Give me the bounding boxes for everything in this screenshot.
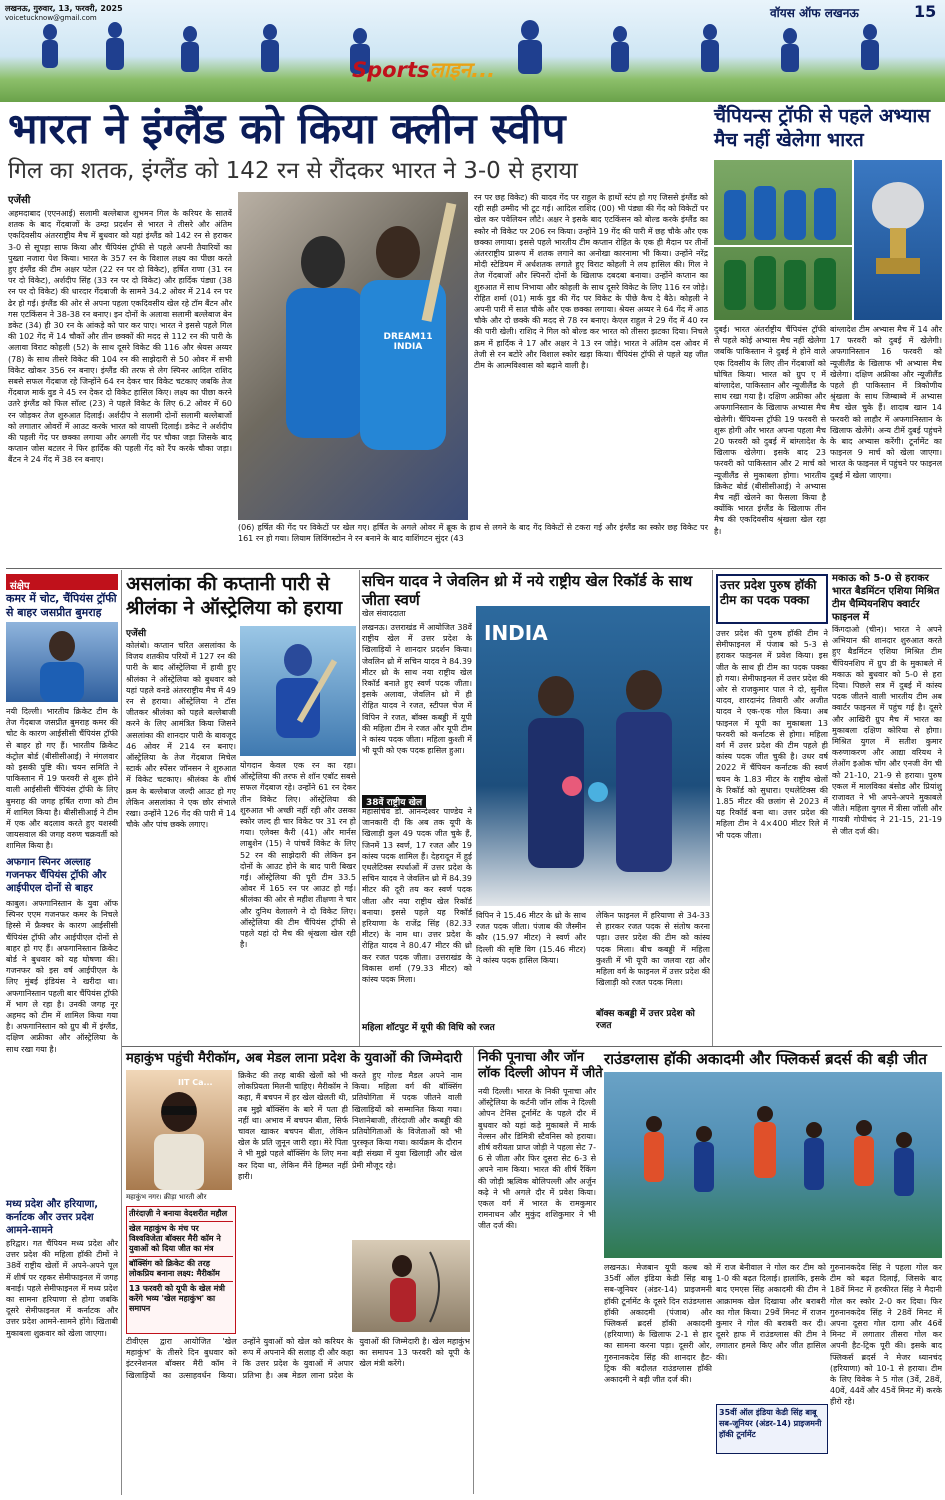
hockey-photo — [604, 1072, 942, 1258]
bumrah-photo — [6, 622, 118, 702]
hockey-match-image — [604, 1072, 942, 1258]
badminton-text: किंगदाओ (चीन)। भारत ने अपने अभियान की शानदार शुरुआत करते हुए बैडमिंटन एशिया मिश्रित टीम चैंपियनशिप में ग्रुप डी के मुकाबले में मकाऊ को बुधवार को 5-0 से हरा दिया। पिछले सत्र में दुबई में कांस्य पदक जीतने वाली भारतीय टीम अब क्वार्टर फाइनल में पहुंच गई है। दूसरे और आखिरी ग्रुप मैच में भारत का मुकाबला दक्षिण कोरिया से होगा। मिश्रित युगल में सतीश कुमार करुणाकरण और आद्या वरियथ ने लेओंग इओक चोंग और एनजी वेंग ची को 21-10, 21-9 से हराया। पुरुष एकल में मालविका बंसोड और प्रियांशु राजावत ने भी अपने-अपने मुकाबले जीते। महिला युगल में त्रीसा जॉली और गायत्री गोपीचंद ने 21-15, 21-19 से जीत दर्ज की। — [832, 625, 942, 836]
banner-india-text: INDIA — [484, 621, 548, 645]
archer-image — [352, 1240, 470, 1332]
srilanka-headline-1: असलांका की कप्तानी पारी से — [126, 573, 330, 595]
brief3-text: हरिद्वार। गत चैंपियन मध्य प्रदेश और उत्तर प्रदेश की महिला हॉकी टीमों ने 38वें राष्ट्रीय खेलों में अपने-अपने पूल में शीर्ष पर रहकर सेमीफाइनल में जगह बनाई। पहले सेमीफाइनल में मध्य प्रदेश का सामना हरियाणा से होगा जबकि दूसरे सेमीफाइनल में कर्नाटक और उत्तर प्रदेश आमने-सामने होंगे। खिताबी मुकाबला शुक्रवार को खेला जाएगा। — [6, 1239, 118, 1338]
brief2-head: अफगान स्पिनर अल्लाह गजनफर चैंपियंस ट्रॉफी और आईपीएल दोनों से बाहर — [6, 857, 107, 894]
medal-winners-image — [476, 606, 710, 906]
asalanka-photo — [240, 626, 356, 756]
srilanka-col1: कोलंबो। कप्तान चरित असलांका के विजय शतकीय परियों में 127 रन की पारी के बाद ऑस्ट्रेलिया में हावी हुए श्रीलंका ने ऑस्ट्रेलिया को बुधवार को यहां पहले वनडे अंतरराष्ट्रीय मैच में 49 रन से हराया। ऑस्ट्रेलिया ने टॉस जीतकर श्रीलंका को पहले बल्लेबाजी करने के लिए आमंत्रित किया जिसने असलांका की शानदार पारी के बावजूद 46 ओवर में 214 रन बनाए। ऑस्ट्रेलिया के तेज गेंदबाज मिचेल स्टार्क और स्पेंसर जॉनसन ने शुरुआत में विकेट चटकाए। श्रीलंका के शीर्ष क्रम के बल्लेबाज जल्दी आउट हो गए लेकिन असलांका ने एक छोर संभाले रखा। उन्होंने 126 गेंद की पारी में 14 चौके और पांच छक्के लगाए। — [126, 641, 236, 830]
bumrah-image — [6, 622, 118, 702]
date-line: लखनऊ, गुरुवार, 13, फरवरी, 2025 — [5, 4, 123, 13]
javelin-subhead-2: महिला शॉटपुट में यूपी की विधि को रजत — [362, 1023, 495, 1033]
trophy-image — [854, 160, 942, 320]
mahakumbh-highlights-box — [126, 1206, 236, 1334]
highlight-item-4: 13 फरवरी को यूपी के खेल मंत्री करेंगे भव्य 'खेल महाकुंभ' का समापन — [129, 1284, 225, 1313]
mahakumbh-col-b: करते हुए गोल्ड मैडल अपने नाम किया। महिला वर्ग की बॉक्सिंग प्रतियोगिता में पदक जीतने वाली खिलाड़ियों को सम्मानित किया गया। निशानेबाजी, तीरंदाजी और कबड्डी की प्रतियोगिताओं के विजेताओं को भी पुरस्कृत किया गया। कार्यक्रम के दौरान बड़ी संख्या में युवा खिलाड़ी और खेल प्रेमी मौजूद रहे। — [352, 1071, 462, 1170]
ct-headline-2: मैच नहीं खेलेगा भारत — [714, 129, 864, 151]
javelin-col3: विपिन ने 15.46 मीटर के थ्रो के साथ रजत पदक जीता। पंजाब की जैस्मीन कौर (15.97 मीटर) ने स्वर्ण और दिल्ली की सृष्टि विग (15.46 मीटर) ने कांस्य पदक हासिल किया। — [476, 911, 586, 965]
page-number: 15 — [914, 2, 937, 21]
javelin-col1: लखनऊ। उत्तराखंड में आयोजित 38वें राष्ट्रीय खेल में उत्तर प्रदेश के खिलाड़ियों ने शानदार प्रदर्शन किया। जेवलिन थ्रो में सचिन यादव ने 84.39 मीटर थ्रो के साथ नया राष्ट्रीय खेल रिकॉर्ड बनाते हुए स्वर्ण पदक जीता। इसके अलावा, जेवलिन थ्रो में ही रोहित यादव ने रजत, स्टीपल चेज में विपिन ने रजत, बॉक्स कबड्डी में यूपी की महिला टीम ने रजत और यूपी टीम ने कांस्य पदक जीता। महिला कुश्ती में भी यूपी को एक पदक हासिल हुआ। — [362, 623, 472, 756]
javelin-subhead-3: बॉक्स कबड्डी में उत्तर प्रदेश को रजत — [596, 1009, 695, 1031]
team-huddle-image — [714, 160, 852, 320]
highlight-item-1: तीरंदाज़ी ने बनाया वेदशरीत महौल — [129, 1209, 233, 1222]
mahakumbh-col-a: क्रिकेट की तरह बाकी खेलों को भी लोकप्रियता मिलनी चाहिए। मैरीकॉम ने कहा, मैं बचपन में हर खेल खेलती थी, तब मुझे बॉक्सिंग के बारे में पता ही नहीं था। अभाव में बचपन बीता, सिर्फ चावल खाकर बचपन बीता, लेकिन खेल के प्रति जुनून जारी रहा। मेरे पिता ने भी मुझे पहले बॉक्सिंग के लिए मना कर दिया था, लेकिन मैंने हिम्मत नहीं हारी। — [238, 1071, 348, 1181]
section-brand — [352, 56, 495, 84]
roundglass-box — [716, 1404, 828, 1454]
javelin-col2: महासचिव डॉ. आनन्देश्वर पाण्डेय ने जानकारी दी कि अब तक यूपी के खिलाड़ी कुल 49 पदक जीत चुके हैं, जिनमें 13 स्वर्ण, 17 रजत और 19 कांस्य पदक शामिल हैं। देहरादून में हुई एथलेटिक्स स्पर्धाओं में उत्तर प्रदेश के सचिन यादव ने जेवलिन थ्रो में 84.39 मीटर की दूरी तय कर स्वर्ण पदक जीता और नया राष्ट्रीय खेल रिकॉर्ड बनाया। इससे पहले यह रिकॉर्ड हरियाणा के राजेंद्र सिंह (82.33 मीटर) के नाम था। उत्तर प्रदेश के रोहित यादव ने 80.47 मीटर की थ्रो कर रजत पदक जीता। उत्तराखंड के विकास शर्मा (79.33 मीटर) को कांस्य पदक मिला। — [362, 807, 472, 985]
paper-name: वॉयस ऑफ लखनऊ — [770, 6, 859, 20]
brief1-text: नयी दिल्ली। भारतीय क्रिकेट टीम के तेज गेंदबाज जसप्रीत बुमराह कमर की चोट के कारण आईसीसी चैंपियंस ट्रॉफी से बाहर हो गए हैं। भारतीय क्रिकेट कंट्रोल बोर्ड (बीसीसीआई) ने मंगलवार को इसकी पुष्टि की। चयन समिति ने पाकिस्तान में 19 फरवरी से शुरू होने वाली आईसीसी चैंपियंस ट्रॉफी के लिए बुमराह की जगह हर्षित राणा को टीम में शामिल किया है। बीसीसीआई ने टीम में एक और बदलाव करते हुए यशस्वी जायसवाल की जगह वरुण चक्रवर्ती को शामिल किया है। — [6, 707, 118, 851]
delhiopen-headline-1: निकी पूनाचा और जॉन — [478, 1050, 584, 1065]
javelin-podium-photo — [476, 606, 710, 906]
lead-subhead: गिल का शतक, इंग्लैंड को 142 रन से रौंदकर भारत ने 3-0 से हराया — [8, 158, 578, 184]
masthead — [0, 0, 945, 102]
brief3-head: मध्य प्रदेश और हरियाणा, कर्नाटक और उत्तर प्रदेश आमने-सामने — [6, 1199, 99, 1236]
brief2-text: काबुल। अफगानिस्तान के युवा ऑफ स्पिनर एएम गजनफर कमर के निचले हिस्से में फ्रैक्चर के कारण आईसीसी चैंपियंस ट्रॉफी और आईपीएल दोनों से बाहर हो गए हैं। अफगानिस्तान क्रिकेट बोर्ड ने बुधवार को यह घोषणा की। गजनफर को इस वर्ष आईपीएल के लिए मुंबई इंडियंस ने खरीदा था। अफगानिस्तान पहली बार चैंपियंस ट्रॉफी में भाग ले रहा है। उनकी जगह नूर अहमद को टीम में शामिल किया गया है। अफगानिस्तान को ग्रुप बी में इंग्लैंड, दक्षिण अफ्रीका और ऑस्ट्रेलिया के साथ रखा गया है। — [6, 899, 118, 1054]
uphockey-text: उत्तर प्रदेश की पुरुष हॉकी टीम ने सेमीफाइनल में पंजाब को 5-3 से हराकर फाइनल में प्रवेश किया। इस जीत के साथ ही टीम का पदक पक्का हो गया। सेमीफाइनल में उत्तर प्रदेश की ओर से राजकुमार पाल ने दो, सुनील यादव, शारदानंद तिवारी और अजीत यादव ने एक-एक गोल किया। अब फाइनल में यूपी का मुकाबला 13 फरवरी को कर्नाटक से होगा। महिला वर्ग में उत्तर प्रदेश की टीम पहले ही कांस्य पदक जीत चुकी है। उधर वर्ष 2022 में चैंपियन कर्नाटक की स्वर्ण चयन के 1.83 मीटर के राष्ट्रीय खेलों के रिकॉर्ड को सुधारा। एथलेटिक्स की 1.85 मीटर की छलांग से 2023 में यह रिकॉर्ड बना था। उत्तर प्रदेश की महिला टीम ने 4×400 मीटर रिले में भी पदक जीता। — [716, 629, 828, 840]
ct-photo-trophy — [854, 160, 942, 320]
brand-line: लाइन... — [429, 58, 496, 82]
email-handle: voicetucknow@gmail.com — [5, 14, 97, 22]
marykom-photo — [126, 1070, 232, 1190]
brief-label-text: संक्षेप — [10, 581, 30, 592]
divider-mid3 — [473, 1046, 474, 1494]
roundglass-col3: गुरुनानकदेव सिंह ने पहला गोल कर टीम को बढ़त दिलाई, जिसके बाद 18वें मिनट में हरकीरत सिंह ने मैदानी गोल कर स्कोर 2-0 कर दिया। फिर गुरुनानकदेव सिंह ने 28वें मिनट में अपना दूसरा गोल दागा और 46वें मिनट में लगातार तीसरा गोल कर अपनी हैट-ट्रिक पूरी की। इसके बाद फ्लिकर्स ब्रदर्स ने मेजर ध्यानचंद (हरियाणा) को 10-1 से हराया। टीम के लिए विवेक ने 5 गोल (3वें, 28वें, 40वें, 44वें और 45वें मिनट में) करके हीरो रहे। — [830, 1263, 942, 1407]
highlight-item-3: बॉक्सिंग को क्रिकेट की तरह लोकप्रिय बनाना लक्ष्य: मैरीकॉम — [129, 1259, 233, 1282]
lead-photo — [238, 192, 468, 520]
roundglass-col2: में राज बेनीवाल ने गोल कर टीम को 1-0 की बढ़त दिलाई। हालांकि, इसके बाद एमएस सिंह अकादमी की टीम ने आक्रामक खेल दिखाया और बराबरी का गोल किया। 29वें मिनट में राजन कुमार ने गोल की बराबरी कर दी। दूसरे हाफ में राउंडग्लास की टीम ने लगातार हमले किए और जीत हासिल की। — [716, 1263, 826, 1362]
javelin-col4: लेकिन फाइनल में हरियाणा से 34-33 से हारकर रजत पदक से संतोष करना पड़ा। उत्तर प्रदेश की टीम को कांस्य पदक मिला। बीच कबड्डी में महिला कुश्ती में भी यूपी का जलवा रहा और महिला वर्ग के फाइनल में उत्तर प्रदेश की खिलाड़ी को रजत पदक मिला। — [596, 911, 710, 988]
lead-photo-caption: (06) हर्षित की गेंद पर विकेटों पर खेल गए। हर्षित के अगले ओवर में ब्रूक के हाथ से लगने के बाद गेंद विकेटों से टकरा गई और इंग्लैंड का स्कोर छह विकेट पर 161 रन हो गया। लियाम लिविंगस्टोन ने रन बनाने के बाद वाशिंगटन सुंदर (43 — [238, 523, 708, 544]
cricketers-celebration-image — [238, 192, 468, 520]
brief-label — [6, 574, 118, 590]
ct-headline-1: चैंपियन्स ट्रॉफी से पहले अभ्यास — [714, 105, 931, 127]
srilanka-agency: एजेंसी — [126, 629, 147, 639]
lead-col1: अहमदाबाद (एएनआई) सलामी बल्लेबाज शुभमन गिल के करियर के सातवें शतक के बाद गेंदबाजों के उम्दा प्रदर्शन से भारत ने तीसरे और अंतिम एकदिवसीय अंतरराष्ट्रीय मैच में बुधवार को यहां इंग्लैंड को 142 रन से हराकर 3-0 से सूपड़ा साफ किया और चैंपियंस ट्रॉफी से पहले अपनी तैयारियों का पुख्ता नजारा पेश किया। भारत के 357 रन के विशाल लक्ष्य का पीछा करते हुए इंग्लैंड की टीम अक्षर पटेल (22 रन पर दो विकेट), हर्षित राणा (31 रन पर दो विकेट), अर्शदीप सिंह (33 रन पर दो विकेट) और हार्दिक पंड्या (38 रन पर दो विकेट) की धारदार गेंदबाजी के सामने 34.2 ओवर में 214 रन पर ढेर हो गई। इंग्लैंड की ओर से अपना पहला एकदिवसीय खेल रहे टॉम बैंटन और गस एटकिंसन ने 38-38 रन बनाए। इन दोनों के अलावा सलामी बल्लेबाज बेन डकेट (34) ही 30 रन के आंकड़े को पार कर पाए। भारत ने इससे पहले गिल की 102 गेंद में 14 चौकों और तीन छक्कों की मदद से 112 रन की पारी के अलावा विराट कोहली (52) के साथ दूसरे विकेट की 116 और श्रेयस अय्यर (78) के साथ तीसरे विकेट की 104 रन की साझेदारी से 50 ओवर में सभी विकेट खोकर 356 रन बनाए। इंग्लैंड की तरफ से लेग स्पिनर आदिल राशिद सबसे सफल गेंदबाज रहे जिन्होंने 64 रन देकर चार विकेट चटकाए जबकि तेज गेंदबाज मार्क वुड ने 45 रन देकर दो विकेट हासिल किए। लक्ष्य का पीछा करने उतरे इंग्लैंड को फिल सॉल्ट (23) ने पहले विकेट के लिए 6.2 ओवर में 60 रन जोड़कर तेज शुरुआत दिलाई। अर्शदीप ने सलामी दोनों सलामी बल्लेबाजों को लगातार ओवरों में आउट करके भारत को वापसी दिलाई। डकेट ने अर्शदीप की पहली गेंद पर छक्का लगाया और अगली गेंद पर चौका जड़ा जिसके बाद कप्तान जोस बटलर ने फिर हार्दिक की पहली गेंद को रैंप करके चौका जड़ा। बैंटन ने 24 गेंद में 38 रन बनाए। — [8, 209, 232, 465]
ct-photo-team — [714, 160, 852, 320]
javelin-byline: खेल संवाददाता — [362, 609, 406, 618]
uphockey-headline-2: टीम का पदक पक्का — [720, 593, 810, 607]
uphockey-head-box — [716, 574, 828, 624]
mahakumbh-headline: महाकुंभ पहुंची मैरीकॉम, अब मेडल लाना प्रदेश के युवाओं की जिम्मेदारी — [126, 1051, 463, 1066]
marykom-image — [126, 1070, 232, 1190]
roundglass-headline: राउंडग्लास हॉकी अकादमी और फ्लिकर्स ब्रदर्स की बड़ी जीत — [604, 1050, 927, 1068]
mahakumbh-bottom-text: टीवीएस द्वारा आयोजित 'खेल महाकुंभ' के तीसरे दिन बुधवार को इंटरनेशनल बॉक्सर मैरी कॉम ने खिलाड़ियों का उत्साहवर्धन किया। उन्होंने युवाओं को खेल को करियर के रूप में अपनाने की सलाह दी और कहा कि उत्तर प्रदेश के युवाओं में अपार प्रतिभा है। अब मेडल लाना प्रदेश के युवाओं की जिम्मेदारी है। खेल महाकुंभ का समापन 13 फरवरी को यूपी के खेल मंत्री करेंगे। — [126, 1337, 470, 1380]
marykom-photo-banner: IIT Ca... — [178, 1078, 213, 1087]
highlight-item-2: खेल महाकुंभ के मंच पर विश्वविजेता बॉक्सर मैरी कॉम ने युवाओं को दिया जीत का मंत्र — [129, 1224, 233, 1257]
srilanka-col2: योगदान केवल एक रन का रहा। ऑस्ट्रेलिया की तरफ से शॉन एबॉट सबसे सफल गेंदबाज रहे। उन्होंने 61 रन देकर तीन विकेट लिए। ऑस्ट्रेलिया की शुरुआत भी अच्छी नहीं रही और उसका स्कोर जल्द ही चार विकेट पर 31 रन हो गया। एलेक्स कैरी (41) और मार्नस लाबुशेन (15) ने पांचवें विकेट के लिए 52 रन की साझेदारी की लेकिन इन दोनों के आउट होने के बाद पारी बिखर गई। ऑस्ट्रेलिया की पूरी टीम 33.5 ओवर में 165 रन पर आउट हो गई। श्रीलंका की ओर से महीश तीक्षणा ने चार और दुनिथ वेलालगे ने दो विकेट लिए। ऑस्ट्रेलिया की टीम चैंपियंस ट्रॉफी से पहले यहां दो मैच की श्रृंखला खेल रही है। — [240, 761, 356, 950]
divider-left — [121, 570, 122, 1495]
divider-upper — [6, 568, 942, 569]
archery-photo — [352, 1240, 470, 1332]
delhiopen-text: नयी दिल्ली। भारत के निकी पूनाचा और ऑस्ट्रेलिया के कर्टनी जॉन लॉक ने दिल्ली ओपन टेनिस टूर्नामेंट के पहले दौर में बुधवार को यहां कड़े मुकाबले में मार्क नेल्सन और डिमित्री स्टैवनिस को हराया। शीर्ष वरीयता प्राप्त जोड़ी ने पहला सेट 7-6 से जीता और फिर दूसरा सेट 6-3 से अपने नाम किया। भारत की शीर्ष रैंकिंग की जोड़ी ऋत्विक बोलिपल्ली और अर्जुन कढ़े ने भी अगले दौर में प्रवेश किया। एकल वर्ग में भारत के रामकुमार रामनाथन और मुकुंद शशिकुमार ने भी जीत दर्ज की। — [478, 1087, 596, 1231]
roundglass-col1: लखनऊ। मेजबान यूपी कल्ब को 35वीं ऑल इंडिया केडी सिंह बाबू सब-जूनियर (अंडर-14) प्राइजमनी हॉकी टूर्नामेंट के दूसरे दिन राउंडग्लास हॉकी अकादमी (पंजाब) और फ्लिकर्स ब्रदर्स हॉकी अकादमी (हरियाणा) के खिलाफ 2-1 से हार का सामना करना पड़ा। दूसरी ओर, गुरुनानकदेव सिंह की शानदार हैट-ट्रिक की बदौलत राउंडग्लास हॉकी अकादमी ने बड़ी जीत दर्ज की। — [604, 1263, 712, 1385]
srilanka-headline-2: श्रीलंका ने ऑस्ट्रेलिया को हराया — [126, 597, 343, 619]
divider-mid1 — [359, 570, 360, 1046]
divider-lower — [122, 1046, 942, 1047]
delhiopen-headline-2: लॉक दिल्ली ओपन में जीते — [478, 1066, 603, 1081]
lead-agency: एजेंसी — [8, 195, 31, 206]
lead-headline: भारत ने इंग्लैंड को किया क्लीन स्वीप — [8, 104, 566, 153]
javelin-headline: सचिन यादव ने जेवलिन थ्रो में नये राष्ट्रीय खेल रिकॉर्ड के साथ जीता स्वर्ण — [362, 572, 693, 609]
brand-sports: Sports — [352, 58, 430, 82]
lead-col2: रन पर छह विकेट) की यादव गेंद पर राहुल के हाथों स्टंप हो गए जिससे इंग्लैंड को रही सही उम्मीद भी टूट गई। आदिल राशिद (00) भी पंड्या की गेंद को विकेटों पर खेल कर पवेलियन लौटे। अक्षर ने इसके बाद एटकिंसन को बोल्ड करके इंग्लैंड का स्कोर नौ विकेट पर 206 रन किया। उन्होंने 19 गेंद की पारी में छह चौके और एक छक्का लगाया। इससे पहले भारतीय टीम कप्तान रोहित के एक ही मैदान पर तीनों अंतरराष्ट्रीय प्रारूप में शतक लगाने का अनोखा कारनामा भी किया। उन्होंने नरेंद्र मोदी स्टेडियम में अर्धशतक लगाते हुए विराट कोहली ने लय हासिल की। गिल ने तेज गेंदबाजों और स्पिनरों दोनों के खिलाफ दबदबा बनाया। उन्होंने कप्तान का शुरुआत में साथ निभाया और कोहली के साथ दूसरे विकेट के लिए 116 रन जोड़े। रोहित शर्मा (01) मार्क वुड की गेंद पर विकेट के पीछे कैच दे बैठे। कोहली ने अपनी पारी में सात चौके और एक छक्का लगाया। श्रेयस अय्यर ने 64 गेंद में आठ चौके और दो छक्के की मदद से 78 रन बनाए। केएल राहुल ने 29 गेंद में 40 रन की पारी खेली। राशिद ने गिल को बोल्ड कर भारत को तीसरा झटका दिया। निचले क्रम में हार्दिक ने 17 और अक्षर ने 13 रन जोड़े। भारत ने अंतिम दस ओवर में तेजी से रन बटोरे और विशाल स्कोर खड़ा किया। चैंपियंस ट्रॉफी से पहले यह जीत टीम के आत्मविश्वास को बढ़ाने वाली है। — [474, 193, 708, 371]
uphockey-headline-1: उत्तर प्रदेश पुरुष हॉकी — [720, 578, 817, 592]
divider-mid2 — [712, 570, 713, 1046]
roundglass-box-title: 35वीं ऑल इंडिया केडी सिंह बाबू सब-जूनियर (अंडर-14) प्राइजमनी हॉकी टूर्नामेंट — [719, 1408, 822, 1439]
javelin-sub-label-text: 38वें राष्ट्रीय खेल — [362, 795, 426, 808]
ct-col1: दुबई। भारत अंतर्राष्ट्रीय चैंपियंस ट्रॉफी से पहले कोई अभ्यास मैच नहीं खेलेगा जबकि पाकिस्तान ने दुबई मे होने वाले एक दिवसीय के लिए तीन गेंदबाजों को घोषित किया। भारत को ग्रुप ए में बांग्लादेश, पाकिस्तान और न्यूजीलैंड के साथ रखा गया है। दक्षिण अफ्रीका और अफगानिस्तान के खिलाफ अभ्यास मैच खेलेगी। चैंपियन्स ट्रॉफी 19 फरवरी से शुरू होगी और भारत अपना पहला मैच 20 फरवरी को दुबई में बांग्लादेश के खिलाफ खेलेगा। इसके बाद 23 फरवरी को पाकिस्तान और 2 मार्च को न्यूजीलैंड से मुकाबला होगा। भारतीय क्रिकेट बोर्ड (बीसीसीआई) ने अभ्यास मैच नहीं खेलने का फैसला किया है क्योंकि भारत इंग्लैंड के खिलाफ तीन मैच की एकदिवसीय श्रृंखला खेल रहा है। — [714, 325, 826, 536]
jersey-text: DREAM11 INDIA — [383, 332, 433, 352]
ct-col2: बांग्लादेश टीम अभ्यास मैच में 14 और 17 फरवरी को दुबई में खेलेगी। अफगानिस्तान 16 फरवरी को न्यूजीलैंड के खिलाफ भी अभ्यास मैच खेलेगा। दक्षिण अफ्रीका और न्यूजीलैंड पहले ही पाकिस्तान में त्रिकोणीय श्रृंखला के साथ जिम्बाब्वे में अभ्यास मैच खेल चुके हैं। शादाब खान 14 फरवरी को लाहौर में अफगानिस्तान के खिलाफ खेलेंगे। अन्य टीमें दुबई पहुंचने के बाद अभ्यास करेंगी। टूर्नामेंट का फाइनल 9 मार्च को खेला जाएगा। भारत के फाइनल में पहुंचने पर फाइनल दुबई में खेला जाएगा। — [830, 325, 942, 480]
badminton-headline: मकाऊ को 5-0 से हराकर भारत बैडमिंटन एशिया मिश्रित टीम चैम्पियनशिप क्वार्टर फाइनल में — [832, 573, 940, 623]
marykom-photo-caption: महाकुंभ नगर। क्रीड़ा भारती और — [126, 1193, 207, 1201]
asalanka-batting-image — [240, 626, 356, 756]
brief1-head: कमर में चोट, चैंपियंस ट्रॉफी से बाहर जसप्रीत बुमराह — [6, 592, 117, 619]
